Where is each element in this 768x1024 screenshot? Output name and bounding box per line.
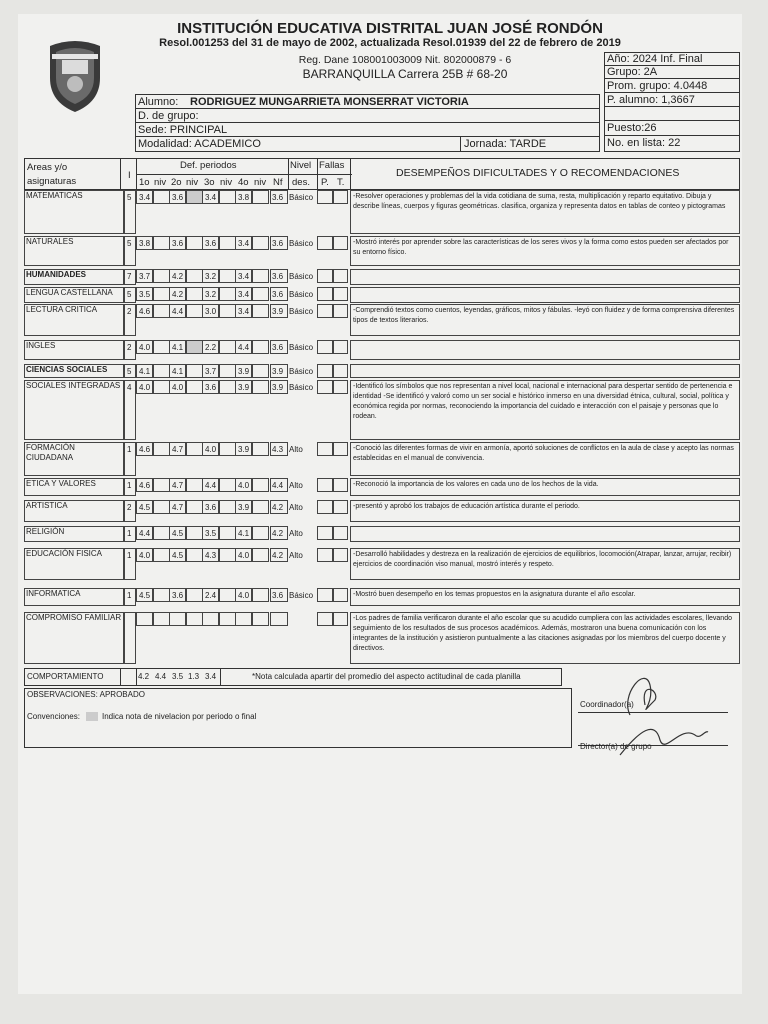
- period1-grade: 4.5: [139, 591, 151, 600]
- absences-p-cell: [317, 364, 333, 378]
- final-grade: 4.2: [272, 503, 284, 512]
- absences-t-cell: [333, 526, 348, 540]
- final-grade: 3.9: [272, 307, 284, 316]
- description-text: -Desarrolló habilidades y destreza en la realización de ejercicios de equilibrios, locomoción(Atrapar, lanzar, arrujar, recibir) ejercicios de coordinación viso manual, mostró interés y respeto.: [353, 551, 732, 568]
- student-name: RODRIGUEZ MUNGARRIETA MONSERRAT VICTORIA: [190, 96, 469, 108]
- absences-p-cell: [317, 340, 333, 354]
- final-grade: 3.6: [272, 591, 284, 600]
- period4-grade: 4.4: [238, 343, 250, 352]
- period-cell: [169, 612, 186, 626]
- period4-grade: 3.4: [238, 272, 250, 281]
- hours-value: 1: [127, 481, 132, 490]
- sede-field: Sede: PRINCIPAL: [138, 124, 228, 136]
- address-line: BARRANQUILLA Carrera 25B # 68-20: [302, 67, 508, 81]
- period-cell: [235, 612, 252, 626]
- period-cell: [252, 236, 269, 250]
- nivelacion-swatch: [86, 712, 98, 721]
- absences-p-cell: [317, 304, 333, 318]
- period-cell: [153, 304, 170, 318]
- period-cell: [219, 526, 236, 540]
- period4-grade: 4.1: [238, 529, 250, 538]
- period2-grade: 4.1: [172, 343, 184, 352]
- period1-grade: 4.4: [139, 529, 151, 538]
- behavior-average: 3.4: [205, 672, 217, 681]
- period4-grade: 3.4: [238, 307, 250, 316]
- description-text: -Identificó los símbolos que nos representan a nivel local, nacional e internacional para despertar sentido de pertenencia e identidad -Se identificó y valoró como un ser social e histórico inmerso en una diversidad étnica, cultural, social, política y económica regida por normas, reconociendo la importancia del cuidado e interacción con el paisaje y personas que lo rodean.: [353, 383, 733, 420]
- period-cell: [219, 380, 236, 394]
- final-grade: 3.6: [272, 343, 284, 352]
- period1-grade: 4.5: [139, 503, 151, 512]
- absences-t-cell: [333, 500, 348, 514]
- period2-header: 2o: [171, 177, 182, 188]
- group-director: D. de grupo:: [138, 110, 199, 122]
- period-cell: [153, 526, 170, 540]
- subject-name: INFORMATICA: [26, 589, 81, 598]
- level1-header: niv: [154, 177, 167, 188]
- period4-grade: 3.9: [238, 503, 250, 512]
- subject-name: ARTISTICA: [26, 501, 68, 510]
- hours-value: 1: [127, 551, 132, 560]
- institution-name: INSTITUCIÓN EDUCATIVA DISTRITAL JUAN JOSÉ RONDÓN: [177, 20, 603, 37]
- period-cell: [219, 304, 236, 318]
- period-cell: [219, 478, 236, 492]
- period3-grade: 3.6: [205, 239, 217, 248]
- period2-grade: 4.5: [172, 551, 184, 560]
- absences-t-cell: [333, 588, 348, 602]
- hours-value: 5: [127, 239, 132, 248]
- performance-header: des.: [292, 177, 310, 188]
- school-crest-logo: [44, 36, 106, 114]
- director-signature-label: Director(a) de grupo: [580, 742, 652, 751]
- period-cell: [186, 548, 203, 562]
- absences-t-cell: [333, 236, 348, 250]
- description-cell: [350, 287, 740, 303]
- behavior-note: *Nota calculada apartir del promedio del aspecto actitudinal de cada planilla: [252, 672, 521, 681]
- period-cell: [219, 287, 236, 301]
- period-cell: [153, 287, 170, 301]
- subject-name: COMPROMISO FAMILIAR: [26, 613, 122, 622]
- performance-level: Básico: [289, 272, 314, 281]
- absences-p-cell: [317, 442, 333, 456]
- period2-grade: 4.5: [172, 529, 184, 538]
- period-cell: [219, 269, 236, 283]
- period-cell: [219, 442, 236, 456]
- subject-name: EDUCACIÓN FISICA: [26, 549, 103, 558]
- final-grade: 4.3: [272, 445, 284, 454]
- subjects-header: asignaturas: [27, 176, 77, 187]
- period-cell: [186, 287, 203, 301]
- period-cell: [153, 548, 170, 562]
- descriptions-header: DESEMPEÑOS DIFICULTADES Y O RECOMENDACIONES: [396, 167, 680, 179]
- absences-t-cell: [333, 364, 348, 378]
- final-cell: [270, 612, 288, 626]
- subject-name: SOCIALES INTEGRADAS: [26, 381, 121, 390]
- period1-grade: 4.0: [139, 551, 151, 560]
- hours-value: 2: [127, 343, 132, 352]
- period-cell: [153, 478, 170, 492]
- period-cell: [136, 612, 153, 626]
- hours-value: 1: [127, 591, 132, 600]
- resolution-line: Resol.001253 del 31 de mayo de 2002, actualizada Resol.01939 del 22 de febrero de 2019: [159, 37, 621, 49]
- period-cell: [186, 526, 203, 540]
- period-cell: [186, 304, 203, 318]
- period1-header: 1o: [139, 177, 150, 188]
- period4-grade: 3.4: [238, 290, 250, 299]
- description-text: -Resolver operaciones y problemas del la vida cotidiana de suma, resta, multiplicación y reparto equitativo. Dibuja y describe líneas, cuerpos y figuras geométricas. clasifica, organiza y representa datos en tablas de conteo y pictogramas: [353, 193, 726, 210]
- conventions-legend: Indica nota de nivelacion por periodo o final: [102, 712, 257, 721]
- period-cell: [153, 588, 170, 602]
- position-field: Puesto:26: [607, 122, 657, 134]
- period-cell: [153, 190, 170, 204]
- period-cell: [252, 190, 269, 204]
- period-cell: [186, 442, 203, 456]
- absences-t-cell: [333, 548, 348, 562]
- period-cell: [153, 442, 170, 456]
- subject-name: CIENCIAS SOCIALES: [26, 365, 108, 374]
- period-cell: [252, 304, 269, 318]
- period3-grade: 3.6: [205, 383, 217, 392]
- performance-level: Básico: [289, 307, 314, 316]
- absences-p-cell: [317, 269, 333, 283]
- subject-name: LENGUA CASTELLANA: [26, 288, 113, 297]
- description-text: -Mostró buen desempeño en los temas propuestos en la asignatura durante el año escolar.: [353, 591, 636, 598]
- period1-grade: 3.8: [139, 239, 151, 248]
- period-cell: [202, 612, 219, 626]
- period2-grade: 4.7: [172, 503, 184, 512]
- final-grade: 3.6: [272, 239, 284, 248]
- period1-grade: 3.5: [139, 290, 151, 299]
- period3-grade: 3.2: [205, 272, 217, 281]
- period2-grade: 4.0: [172, 383, 184, 392]
- absences-t-cell: [333, 190, 348, 204]
- period4-grade: 3.9: [238, 383, 250, 392]
- absences-header: Fallas: [319, 160, 345, 171]
- final-grade: 4.2: [272, 551, 284, 560]
- period4-grade: 3.8: [238, 193, 250, 202]
- absences-p-cell: [317, 380, 333, 394]
- hours-value: 1: [127, 445, 132, 454]
- period1-grade: 4.0: [139, 343, 151, 352]
- period1-grade: 4.6: [139, 481, 151, 490]
- description-text: -Conoció las diferentes formas de vivir en armonía, aportó soluciones de conflictos en la aula de clase y acepto las normas establecidas en el manual de convivencia.: [353, 445, 734, 462]
- period-cell: [153, 269, 170, 283]
- period2-grade: 4.2: [172, 290, 184, 299]
- performance-level: Alto: [289, 445, 303, 454]
- absences-t-header: T.: [337, 177, 345, 188]
- hours-cell: [124, 612, 136, 664]
- period-cell: [186, 380, 203, 394]
- hours-value: 7: [127, 272, 132, 281]
- performance-level: Básico: [289, 343, 314, 352]
- group-field: Grupo: 2A: [607, 66, 658, 78]
- hours-value: 2: [127, 307, 132, 316]
- observations-label: OBSERVACIONES: APROBADO: [27, 690, 145, 699]
- absences-p-cell: [317, 190, 333, 204]
- student-average: P. alumno: 1,3667: [607, 94, 695, 106]
- period1-grade: 4.6: [139, 445, 151, 454]
- coordinator-signature-label: Coordinador(a): [580, 700, 634, 709]
- period2-grade: 3.6: [172, 239, 184, 248]
- period-cell: [252, 612, 269, 626]
- period3-grade: 3.2: [205, 290, 217, 299]
- absences-t-cell: [333, 269, 348, 283]
- period-cell: [252, 442, 269, 456]
- period1-grade: 3.4: [139, 193, 151, 202]
- hours-value: 2: [127, 503, 132, 512]
- absences-t-cell: [333, 287, 348, 301]
- performance-level: Alto: [289, 551, 303, 560]
- absences-t-cell: [333, 442, 348, 456]
- description-text: -Los padres de familia verificaron durante el año escolar que su acudido cumpliera con las actividades escolares, llevando seguimiento de los resultados de sus procesos académicos. Además, mostraron una buena comunicación con los integrantes de la institución y asistieron puntualmente a las citaciones asignadas por los miembros del cuerpo docente y directivos.: [353, 615, 732, 652]
- level2-header: niv: [186, 177, 199, 188]
- period3-grade: 3.6: [205, 503, 217, 512]
- absences-p-cell: [317, 287, 333, 301]
- subject-name: MATEMATICAS: [26, 191, 83, 200]
- list-number-field: No. en lista: 22: [607, 137, 681, 149]
- period1-grade: 4.0: [139, 383, 151, 392]
- behavior-p3: 3.5: [172, 672, 184, 681]
- behavior-p4: 1.3: [188, 672, 200, 681]
- absences-t-cell: [333, 340, 348, 354]
- period-cell: [186, 340, 203, 354]
- year-field: Año: 2024 Inf. Final: [607, 53, 703, 65]
- final-grade: 3.6: [272, 290, 284, 299]
- period-cell: [252, 588, 269, 602]
- period-cell: [219, 340, 236, 354]
- period-cell: [252, 380, 269, 394]
- period4-grade: 4.0: [238, 551, 250, 560]
- period3-grade: 2.2: [205, 343, 217, 352]
- period4-grade: 3.9: [238, 367, 250, 376]
- subject-name: RELIGIÓN: [26, 527, 65, 536]
- performance-level: Básico: [289, 367, 314, 376]
- level3-header: niv: [220, 177, 233, 188]
- period-cell: [252, 287, 269, 301]
- absences-t-cell: [333, 612, 348, 626]
- period-cell: [219, 364, 236, 378]
- period-cell: [252, 500, 269, 514]
- period-cell: [186, 364, 203, 378]
- period-cell: [219, 500, 236, 514]
- period-cell: [219, 236, 236, 250]
- period-cell: [186, 500, 203, 514]
- period2-grade: 4.2: [172, 272, 184, 281]
- behavior-p1: 4.2: [138, 672, 150, 681]
- handwritten-signatures: [600, 660, 710, 760]
- description-text: -Comprendió textos como cuentos, leyendas, gráficos, mitos y fábulas. -leyó con fluidez y de forma comprensiva diferentes tipos de textos literarios.: [353, 307, 735, 324]
- period2-grade: 3.6: [172, 591, 184, 600]
- subject-name: ETICA Y VALORES: [26, 479, 96, 488]
- final-grade: 4.4: [272, 481, 284, 490]
- period-cell: [153, 236, 170, 250]
- performance-level: Básico: [289, 193, 314, 202]
- subject-name: NATURALES: [26, 237, 74, 246]
- period-cell: [186, 612, 203, 626]
- absences-p-cell: [317, 478, 333, 492]
- performance-level: Alto: [289, 481, 303, 490]
- final-grade: 4.2: [272, 529, 284, 538]
- period2-grade: 4.1: [172, 367, 184, 376]
- conventions-label: Convenciones:: [27, 712, 80, 721]
- nivel-header: Nivel: [290, 160, 312, 171]
- hours-value: 5: [127, 367, 132, 376]
- period3-grade: 3.7: [205, 367, 217, 376]
- description-text: -Reconoció la importancia de los valores en cada uno de los hechos de la vida.: [353, 481, 599, 488]
- subject-name: INGLES: [26, 341, 56, 350]
- period3-grade: 4.3: [205, 551, 217, 560]
- period-cell: [186, 190, 203, 204]
- period2-grade: 4.7: [172, 481, 184, 490]
- absences-p-cell: [317, 526, 333, 540]
- period-cell: [219, 612, 236, 626]
- group-average: Prom. grupo: 4.0448: [607, 80, 708, 92]
- period-cell: [186, 478, 203, 492]
- period4-grade: 4.0: [238, 591, 250, 600]
- period-cell: [219, 190, 236, 204]
- period-cell: [153, 340, 170, 354]
- absences-t-cell: [333, 380, 348, 394]
- period3-grade: 4.0: [205, 445, 217, 454]
- period4-header: 4o: [238, 177, 249, 188]
- final-grade: 3.9: [272, 367, 284, 376]
- period3-grade: 4.4: [205, 481, 217, 490]
- absences-t-cell: [333, 304, 348, 318]
- description-cell: [350, 364, 740, 378]
- level4-header: niv: [254, 177, 267, 188]
- final-grade: 3.9: [272, 383, 284, 392]
- period-cell: [219, 548, 236, 562]
- periods-header: Def. periodos: [180, 160, 237, 171]
- period-cell: [186, 236, 203, 250]
- hours-value: 1: [127, 529, 132, 538]
- student-label: Alumno:: [138, 96, 179, 108]
- description-cell: [350, 526, 740, 542]
- final-grade-header: Nf: [273, 177, 283, 188]
- absences-p-cell: [317, 500, 333, 514]
- subject-name: FORMACIÓN CIUDADANA: [26, 443, 75, 462]
- period-cell: [252, 364, 269, 378]
- period-cell: [186, 269, 203, 283]
- description-cell: [350, 269, 740, 285]
- period-cell: [153, 500, 170, 514]
- jornada-field: Jornada: TARDE: [464, 138, 547, 150]
- period-cell: [252, 478, 269, 492]
- period-cell: [153, 380, 170, 394]
- period-cell: [252, 548, 269, 562]
- final-grade: 3.6: [272, 272, 284, 281]
- absences-p-cell: [317, 548, 333, 562]
- period1-grade: 3.7: [139, 272, 151, 281]
- absences-t-cell: [333, 478, 348, 492]
- description-text: -presentó y aprobó los trabajos de educación artística durante el periodo.: [353, 503, 580, 510]
- period-cell: [252, 526, 269, 540]
- subject-name: LECTURA CRITICA: [26, 305, 98, 314]
- behavior-p2: 4.4: [155, 672, 167, 681]
- hours-value: 5: [127, 290, 132, 299]
- subject-name: HUMANIDADES: [26, 270, 86, 279]
- period1-grade: 4.1: [139, 367, 151, 376]
- period-cell: [252, 340, 269, 354]
- description-text: -Mostró interés por aprender sobre las características de los seres vivos y la forma como estos pueden ser afectados por su entorno físico.: [353, 239, 729, 256]
- period4-grade: 4.0: [238, 481, 250, 490]
- absences-p-cell: [317, 236, 333, 250]
- period-cell: [252, 269, 269, 283]
- period-cell: [153, 364, 170, 378]
- period-cell: [186, 588, 203, 602]
- performance-level: Alto: [289, 529, 303, 538]
- final-grade: 3.6: [272, 193, 284, 202]
- performance-level: Básico: [289, 383, 314, 392]
- period1-grade: 4.6: [139, 307, 151, 316]
- behavior-label: COMPORTAMIENTO: [27, 672, 104, 681]
- description-cell: [350, 340, 740, 360]
- period2-grade: 4.7: [172, 445, 184, 454]
- period3-grade: 3.5: [205, 529, 217, 538]
- areas-header: Areas y/o: [27, 162, 68, 173]
- hours-value: 5: [127, 193, 132, 202]
- hours-value: 4: [127, 383, 132, 392]
- performance-level: Alto: [289, 503, 303, 512]
- period-cell: [219, 588, 236, 602]
- period3-grade: 2.4: [205, 591, 217, 600]
- period4-grade: 3.9: [238, 445, 250, 454]
- absences-p-header: P.: [321, 177, 329, 188]
- period2-grade: 4.4: [172, 307, 184, 316]
- absences-p-cell: [317, 612, 333, 626]
- performance-level: Básico: [289, 239, 314, 248]
- period3-grade: 3.0: [205, 307, 217, 316]
- period-cell: [153, 612, 170, 626]
- performance-level: Básico: [289, 591, 314, 600]
- period4-grade: 3.4: [238, 239, 250, 248]
- registry-line: Reg. Dane 108001003009 Nit. 802000879 - 6: [298, 54, 512, 66]
- period3-header: 3o: [204, 177, 215, 188]
- absences-p-cell: [317, 588, 333, 602]
- hours-header: I: [128, 170, 131, 181]
- modalidad-field: Modalidad: ACADEMICO: [138, 138, 261, 150]
- performance-level: Básico: [289, 290, 314, 299]
- period2-grade: 3.6: [172, 193, 184, 202]
- period3-grade: 3.4: [205, 193, 217, 202]
